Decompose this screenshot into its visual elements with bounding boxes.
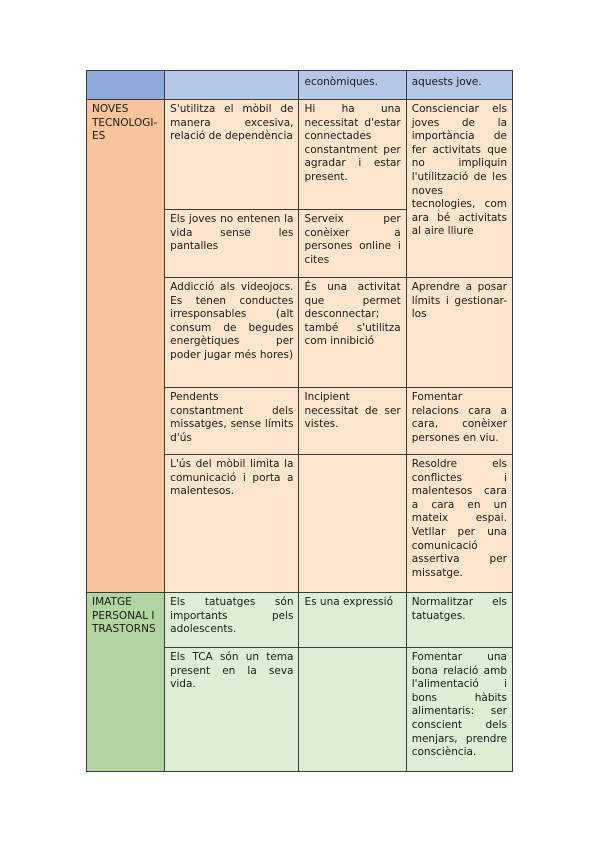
action-cell: Normalitzar els tatuatges. xyxy=(406,593,512,648)
header-cell-situation xyxy=(165,71,299,100)
need-cell: És una activitat que permet desconnectar; també s'utilitza com innibició xyxy=(299,278,406,388)
table-row xyxy=(87,100,513,210)
header-cell-need: econòmiques. xyxy=(299,71,406,100)
action-cell: Fomentar una bona relació amb l'alimentació i bons hàbits alimentaris: ser conscient dels menjars, prendre consciència. xyxy=(406,648,512,772)
action-cell: Aprendre a posar límits i gestionar-los xyxy=(406,278,512,388)
situation-cell: Els TCA són un tema present en la seva vida. xyxy=(165,648,299,772)
situation-cell: Pendents constantment dels missatges, sense límits d'ús xyxy=(165,388,299,455)
action-cell: Conscienciar els joves de la importància de fer activitats que no impliquin l'utilització de les noves tecnologies, com ara bé activitats al aire lliure xyxy=(406,100,512,278)
situation-cell: Els joves no entenen la vida sense les pantalles xyxy=(165,210,299,278)
situation-cell: Addicció als videojocs. Es tenen conductes irresponsables (alt consum de begudes energètiques per poder jugar més hores) xyxy=(165,278,299,388)
category-cell-noves-tecnologies: NOVES TECNOLOGIES xyxy=(87,100,165,593)
need-cell: Incipient necessitat de ser vistes. xyxy=(299,388,406,455)
table-row xyxy=(87,593,513,648)
need-cell: Es una expressió xyxy=(299,593,406,648)
situation-cell: L'ús del mòbil limita la comunicació i porta a malentesos. xyxy=(165,455,299,593)
need-cell: Hi ha una necessitat d'estar connectades constantment per agradar i estar present. xyxy=(299,100,406,210)
header-cell-category xyxy=(87,71,165,100)
action-cell: Fomentar relacions cara a cara, conèixer persones en viu. xyxy=(406,388,512,455)
action-cell: Resoldre els conflictes i malentesos cara a cara en un mateix espai. Vetllar per una comunicació assertiva per missatge. xyxy=(406,455,512,593)
category-cell-imatge-personal: IMATGE PERSONAL I TRASTORNS xyxy=(87,593,165,772)
situation-cell: Els tatuatges són importants pels adolescents. xyxy=(165,593,299,648)
need-cell xyxy=(299,648,406,772)
needs-table xyxy=(86,70,513,772)
need-cell: Serveix per conèixer a persones online i cites xyxy=(299,210,406,278)
situation-cell: S'utilitza el mòbil de manera excesiva, relació de dependència xyxy=(165,100,299,210)
table-header-row xyxy=(87,71,513,100)
header-cell-action: aquests jove. xyxy=(406,71,512,100)
need-cell xyxy=(299,455,406,593)
